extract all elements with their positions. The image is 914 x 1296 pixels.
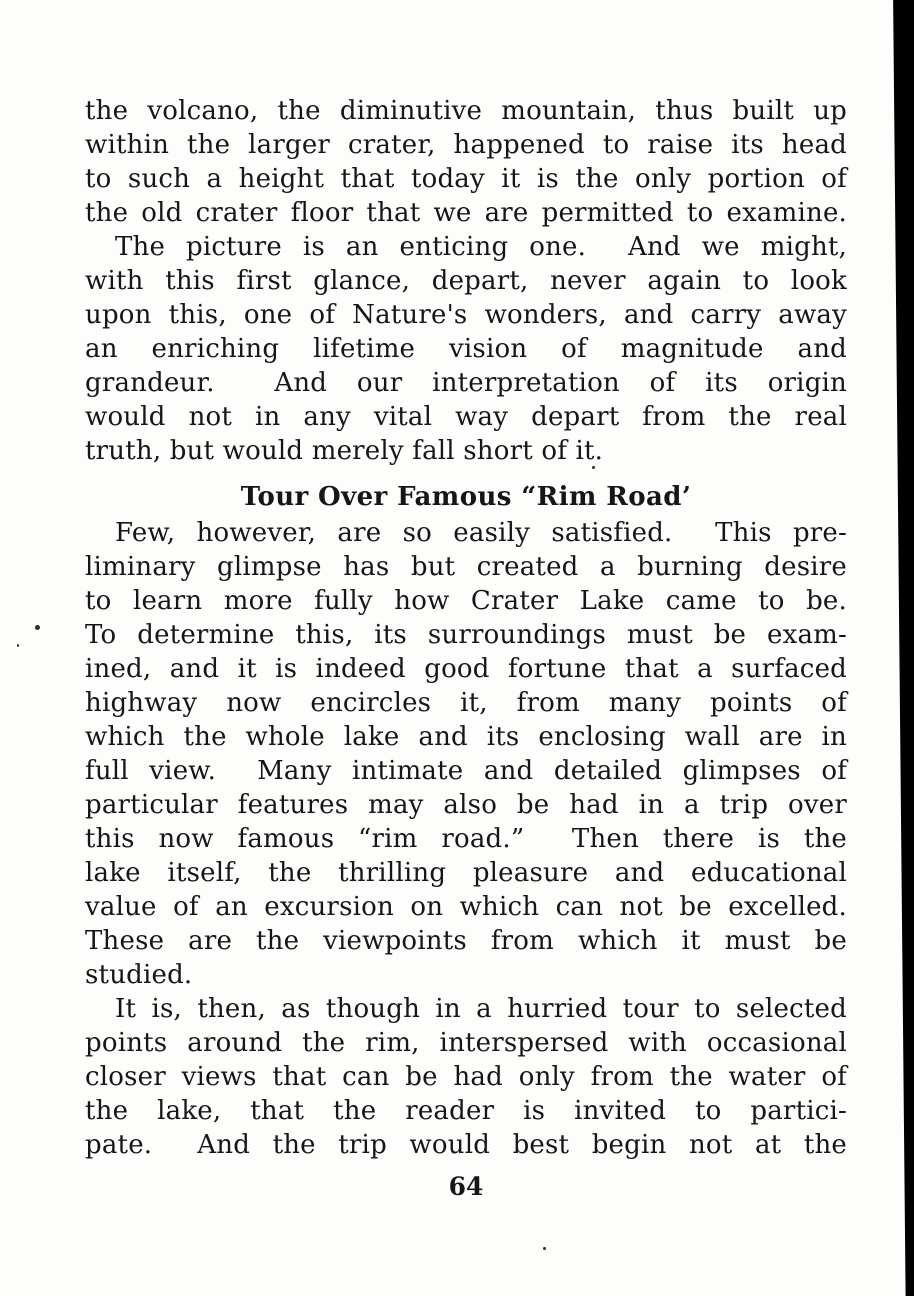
text-line: the old crater floor that we are permitted to examine. (85, 198, 847, 228)
text-line: an enriching lifetime vision of magnitude and (85, 334, 847, 364)
text-line: upon this, one of Nature's wonders, and carry away (85, 300, 847, 330)
text-line: grandeur. And our interpretation of its origin (85, 368, 847, 398)
text-line: These are the viewpoints from which it must be (85, 926, 847, 956)
text-line: ined, and it is indeed good fortune that a surfaced (85, 654, 847, 684)
text-line: truth, but would merely fall short of it. (85, 436, 604, 466)
ink-speck (35, 625, 40, 630)
text-line: The picture is an enticing one. And we might, (115, 232, 847, 262)
section-heading: Tour Over Famous “Rim Road’ (240, 482, 692, 512)
text-line: full view. Many intimate and detailed glimpses of (85, 756, 847, 786)
ink-speck (17, 644, 19, 647)
text-line: this now famous “rim road.” Then there is the (85, 824, 847, 854)
text-line: would not in any vital way depart from the real (85, 402, 847, 432)
text-block (85, 94, 847, 1162)
text-line: with this first glance, depart, never again to look (85, 266, 847, 296)
text-line: It is, then, as though in a hurried tour to selected (115, 994, 847, 1024)
text-line: particular features may also be had in a trip over (85, 790, 847, 820)
text-line: Few, however, are so easily satisfied. This pre- (115, 518, 847, 548)
text-line: To determine this, its surroundings must be exam- (85, 620, 847, 650)
paragraph (85, 992, 847, 1162)
text-line: liminary glimpse has but created a burning desire (85, 552, 847, 582)
text-line: closer views that can be had only from the water of (85, 1062, 847, 1092)
page-number: 64 (448, 1172, 484, 1201)
paragraph (85, 94, 847, 230)
text-line: to learn more fully how Crater Lake came to be. (85, 586, 847, 616)
ink-speck (592, 466, 595, 469)
text-line: studied. (85, 960, 193, 990)
ink-speck (543, 1247, 546, 1250)
text-line: lake itself, the thrilling pleasure and educational (85, 858, 847, 888)
text-line: value of an excursion on which can not be excelled. (85, 892, 847, 922)
text-line: pate. And the trip would best begin not at the (85, 1130, 847, 1160)
text-line: the volcano, the diminutive mountain, thus built up (85, 96, 847, 126)
text-line: to such a height that today it is the only portion of (85, 164, 847, 194)
text-line: which the whole lake and its enclosing wall are in (85, 722, 847, 752)
text-line: highway now encircles it, from many points of (85, 688, 847, 718)
text-line: within the larger crater, happened to raise its head (85, 130, 847, 160)
text-line: the lake, that the reader is invited to partici- (85, 1096, 847, 1126)
paragraph (85, 516, 847, 992)
scan-edge-band (890, 0, 914, 1296)
text-line: points around the rim, interspersed with occasional (85, 1028, 847, 1058)
paragraph (85, 230, 847, 468)
